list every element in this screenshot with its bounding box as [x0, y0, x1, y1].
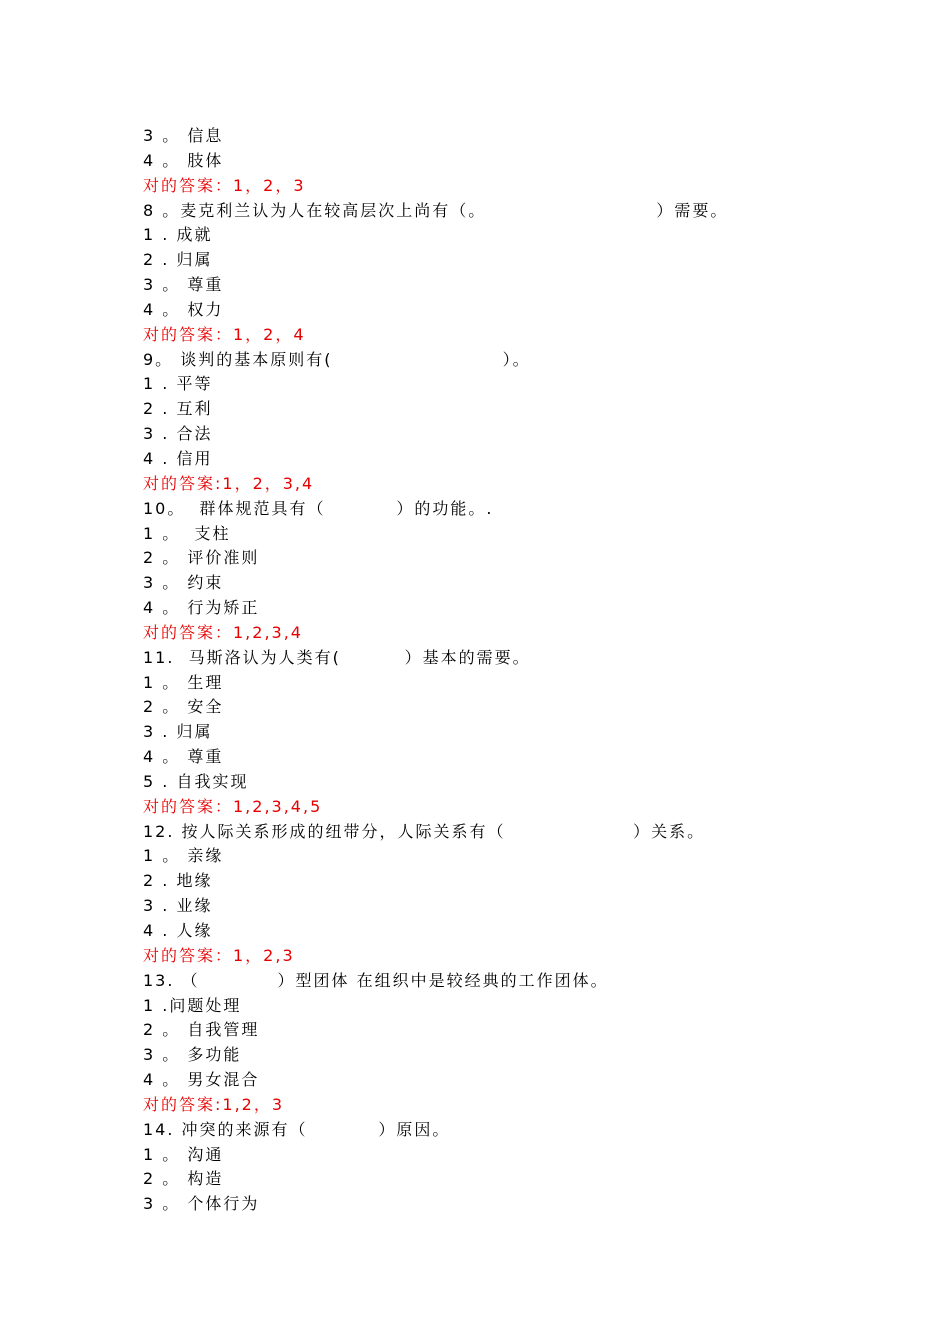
answer-line: 对的答案：1，2,3 [143, 945, 295, 965]
question-line: 9。 谈判的基本原则有( ）。 [143, 349, 531, 369]
option-line: 4 。 权力 [143, 299, 224, 319]
answer-line: 对的答案:1，2，3,4 [143, 473, 315, 493]
question-line: 10。 群体规范具有（ ）的功能。. [143, 498, 494, 518]
answer-line: 对的答案：1，2，3 [143, 175, 306, 195]
question-line: 13. （ ）型团体 在组织中是较经典的工作团体。 [143, 970, 609, 990]
option-line: 4 。 男女混合 [143, 1070, 260, 1090]
option-line: 4 . 人缘 [143, 921, 213, 940]
option-line: 2 . 互利 [143, 399, 213, 419]
option-line: 1 。 沟通 [143, 1144, 224, 1164]
option-line: 4 . 信用 [143, 448, 213, 468]
option-line: 3 . 合法 [143, 424, 213, 444]
answer-line: 对的答案：1,2,3,4,5 [143, 796, 323, 816]
question-line: 14. 冲突的来源有（ ）原因。 [143, 1119, 451, 1139]
option-line: 4 。 肢体 [143, 150, 224, 170]
option-line: 3 . 业缘 [143, 896, 213, 916]
option-line: 1 . 成就 [143, 225, 213, 245]
option-line: 2 . 归属 [143, 250, 213, 270]
option-line: 1 .问题处理 [143, 995, 242, 1015]
option-line: 3 。 多功能 [143, 1045, 242, 1065]
option-line: 3 . 归属 [143, 722, 213, 742]
option-line: 1 。 亲缘 [143, 846, 224, 866]
option-line: 2 。 构造 [143, 1169, 224, 1189]
option-line: 2 。 安全 [143, 697, 224, 717]
option-line: 4 。 行为矫正 [143, 598, 260, 618]
option-line: 1 。 生理 [143, 672, 224, 692]
option-line: 2 . 地缘 [143, 871, 213, 891]
option-line: 3 。 约束 [143, 573, 224, 593]
option-line: 1 。 支柱 [143, 523, 231, 543]
question-line: 8 。麦克利兰认为人在较高层次上尚有（。 ）需要。 [143, 200, 729, 220]
question-line: 11. 马斯洛认为人类有( ）基本的需要。 [143, 647, 531, 667]
option-line: 4 。 尊重 [143, 747, 224, 767]
answer-line: 对的答案：1，2，4 [143, 324, 306, 344]
option-line: 2 。 评价准则 [143, 548, 260, 568]
document-body [143, 124, 843, 1217]
option-line: 5 . 自我实现 [143, 771, 249, 791]
question-line: 12. 按人际关系形成的纽带分，人际关系有（ ）关系。 [143, 821, 706, 841]
option-line: 3 。 个体行为 [143, 1194, 260, 1214]
option-line: 2 。 自我管理 [143, 1020, 260, 1040]
option-line: 3 。 信息 [143, 126, 224, 145]
option-line: 3 。 尊重 [143, 275, 224, 295]
answer-line: 对的答案：1,2,3,4 [143, 622, 303, 642]
answer-line: 对的答案:1,2，3 [143, 1094, 285, 1114]
option-line: 1 . 平等 [143, 374, 213, 394]
